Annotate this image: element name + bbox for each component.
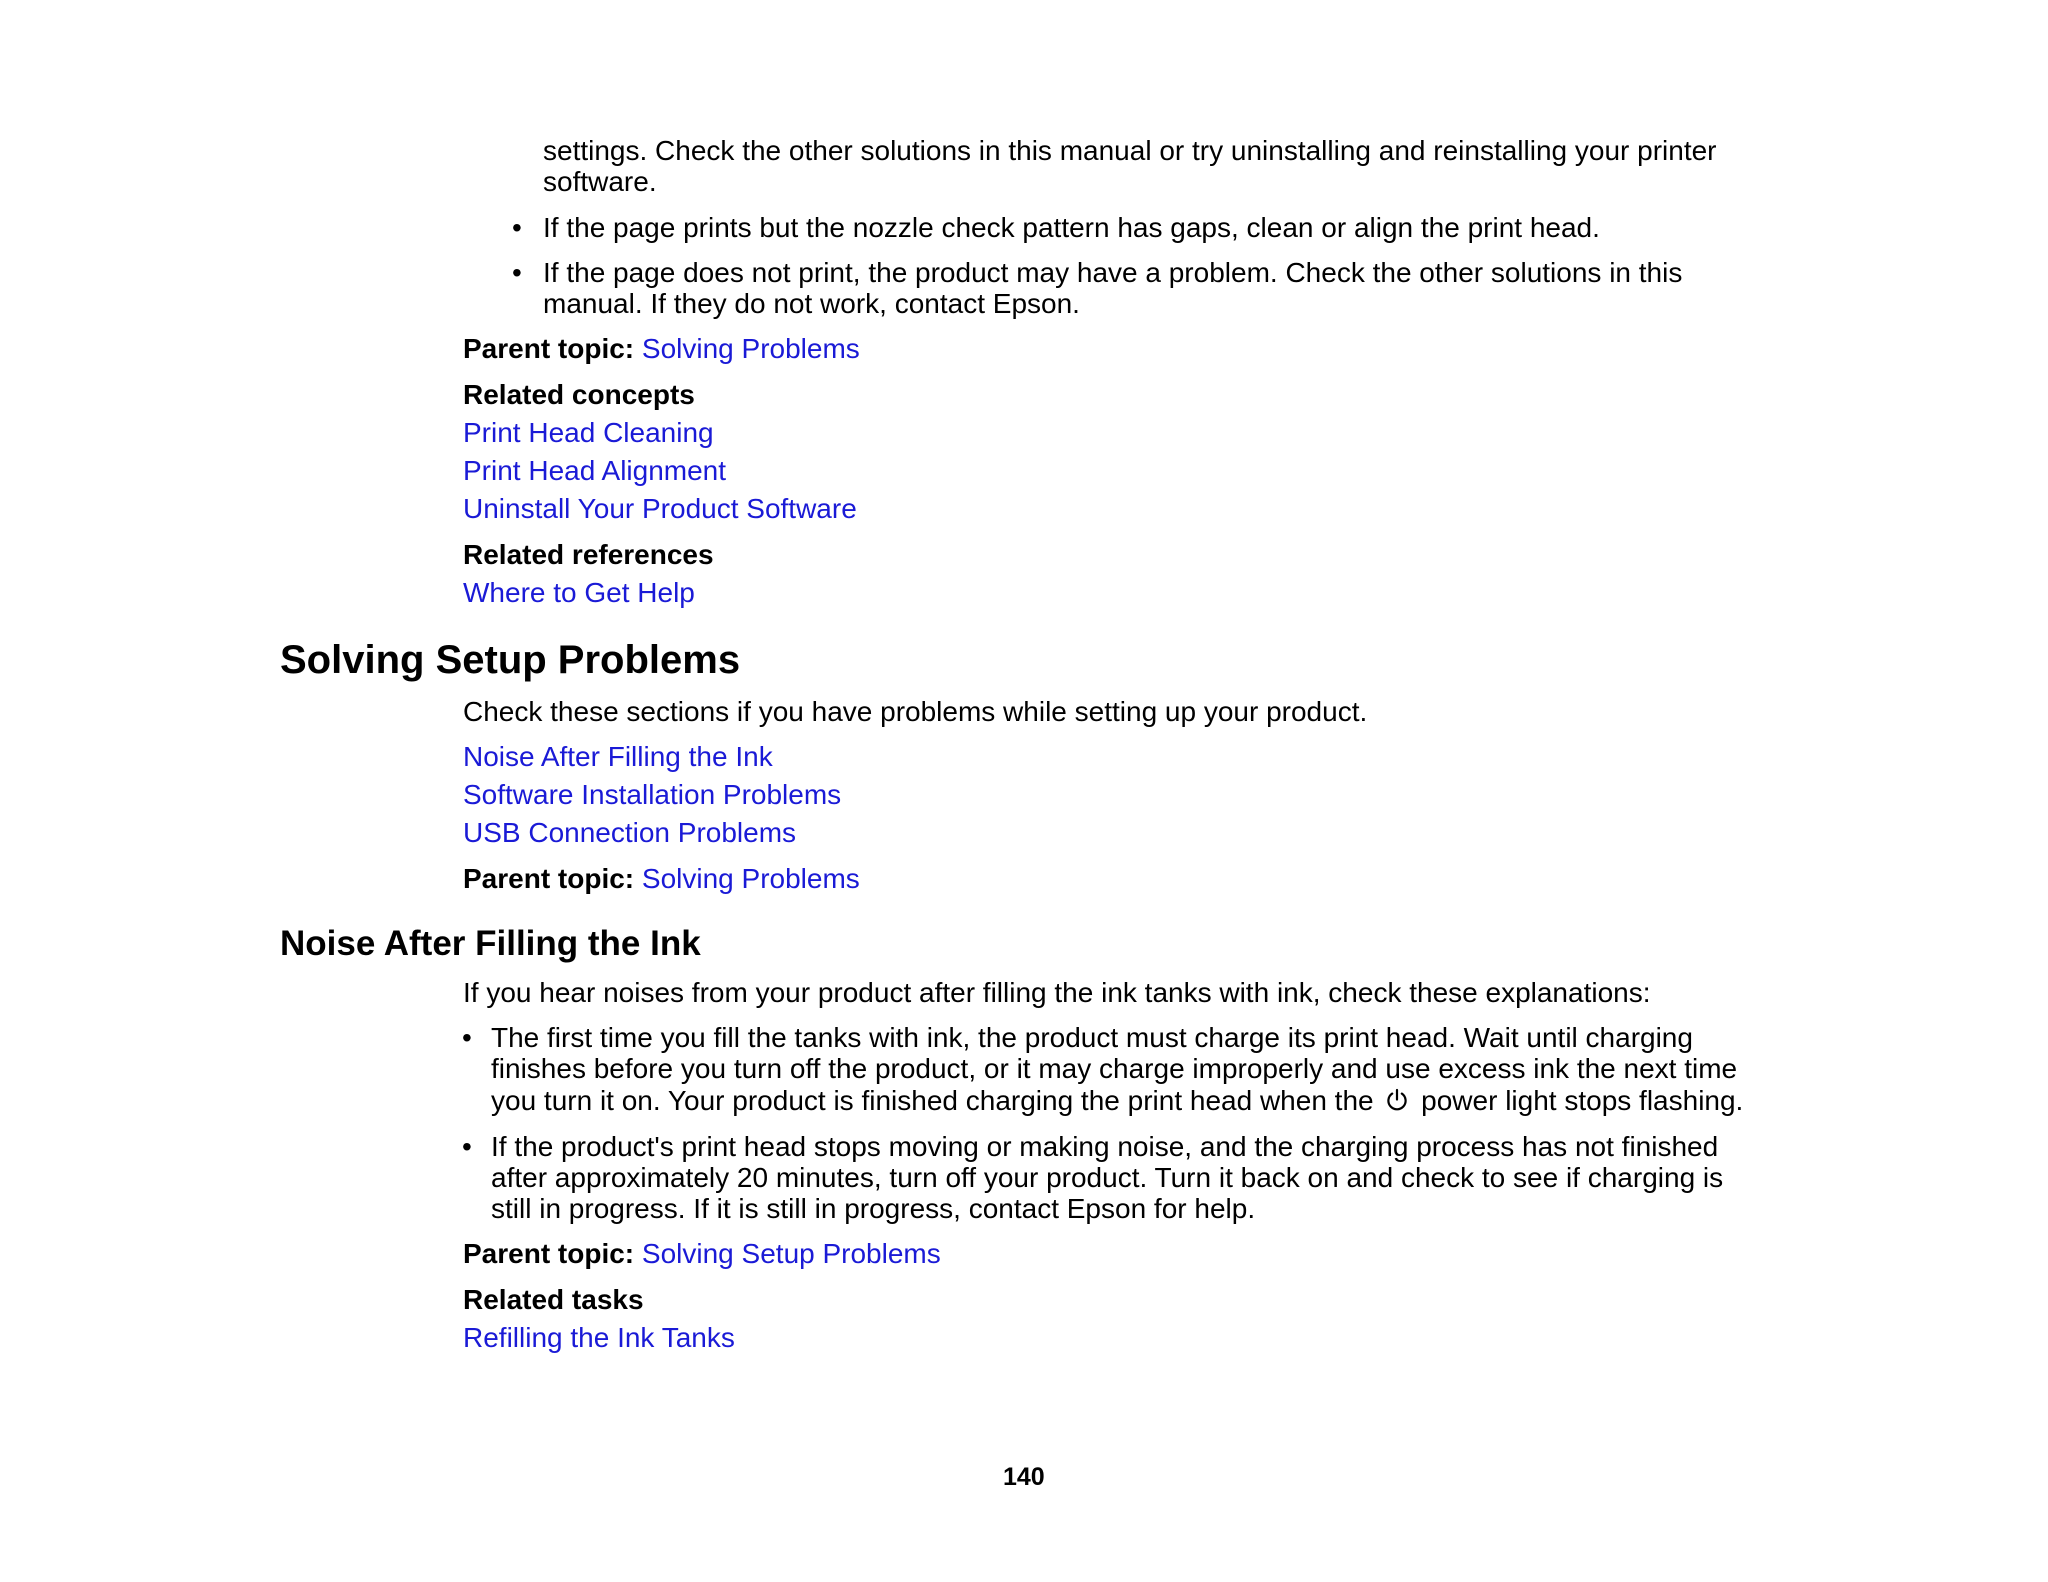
bullet-text-line-1: If the page does not print, the product may have a problem. Check the other solutions in this: [543, 257, 1683, 288]
related-concepts-heading: Related concepts: [463, 379, 695, 410]
parent-topic-link[interactable]: Solving Setup Problems: [641, 1238, 941, 1269]
parent-topic-row: [463, 863, 860, 894]
link-software-installation-problems[interactable]: Software Installation Problems: [463, 779, 842, 810]
link-print-head-alignment[interactable]: Print Head Alignment: [463, 455, 727, 486]
power-icon: [1385, 1088, 1409, 1112]
parent-topic-label: Parent topic:: [463, 1238, 635, 1269]
bullet-text-line-2: manual. If they do not work, contact Epson.: [543, 288, 1080, 319]
parent-topic-row: [463, 333, 860, 364]
bullet-text-line-1: If the product's print head stops moving or making noise, and the charging process has not finished: [491, 1131, 1719, 1162]
related-tasks-heading: Related tasks: [463, 1284, 644, 1315]
bullet-text-line-2: after approximately 20 minutes, turn off your product. Turn it back on and check to see if charging is: [491, 1162, 1724, 1193]
related-references-heading: Related references: [463, 539, 714, 570]
parent-topic-row: [463, 1238, 941, 1269]
link-refilling-ink-tanks[interactable]: Refilling the Ink Tanks: [463, 1322, 735, 1353]
link-where-to-get-help[interactable]: Where to Get Help: [463, 577, 695, 608]
continued-text-line-1: settings. Check the other solutions in this manual or try uninstalling and reinstalling your printer: [543, 135, 1717, 166]
bullet-text-after-icon: power light stops flashing.: [1421, 1085, 1744, 1116]
bullet-marker: •: [512, 212, 522, 243]
bullet-text: If the page prints but the nozzle check pattern has gaps, clean or align the print head.: [543, 212, 1600, 243]
parent-topic-label: Parent topic:: [463, 863, 635, 894]
setup-intro-text: Check these sections if you have problems while setting up your product.: [463, 696, 1368, 727]
link-print-head-cleaning[interactable]: Print Head Cleaning: [463, 417, 714, 448]
parent-topic-link[interactable]: Solving Problems: [641, 863, 860, 894]
bullet-text-line-2: finishes before you turn off the product, or it may charge improperly and use excess ink the next time: [491, 1053, 1738, 1084]
bullet-marker: •: [462, 1131, 472, 1162]
noise-intro-text: If you hear noises from your product after filling the ink tanks with ink, check these explanations:: [463, 977, 1651, 1008]
parent-topic-link[interactable]: Solving Problems: [641, 333, 860, 364]
bullet-text-line-1: The first time you fill the tanks with ink, the product must charge its print head. Wait until charging: [491, 1022, 1693, 1053]
link-noise-after-filling[interactable]: Noise After Filling the Ink: [463, 741, 773, 772]
bullet-text-before-icon: you turn it on. Your product is finished charging the print head when the: [491, 1085, 1374, 1116]
link-uninstall-product-software[interactable]: Uninstall Your Product Software: [463, 493, 857, 524]
bullet-text-line-3: still in progress. If it is still in progress, contact Epson for help.: [491, 1193, 1256, 1224]
bullet-marker: •: [462, 1022, 472, 1053]
continued-text-line-2: software.: [543, 166, 657, 197]
bullet-text-line-3: [491, 1085, 1743, 1116]
parent-topic-label: Parent topic:: [463, 333, 635, 364]
page-number: 140: [1003, 1463, 1045, 1491]
link-usb-connection-problems[interactable]: USB Connection Problems: [463, 817, 797, 848]
bullet-marker: •: [512, 257, 522, 288]
section-title-setup-problems: Solving Setup Problems: [280, 638, 741, 682]
section-title-noise-after-filling: Noise After Filling the Ink: [280, 924, 701, 963]
